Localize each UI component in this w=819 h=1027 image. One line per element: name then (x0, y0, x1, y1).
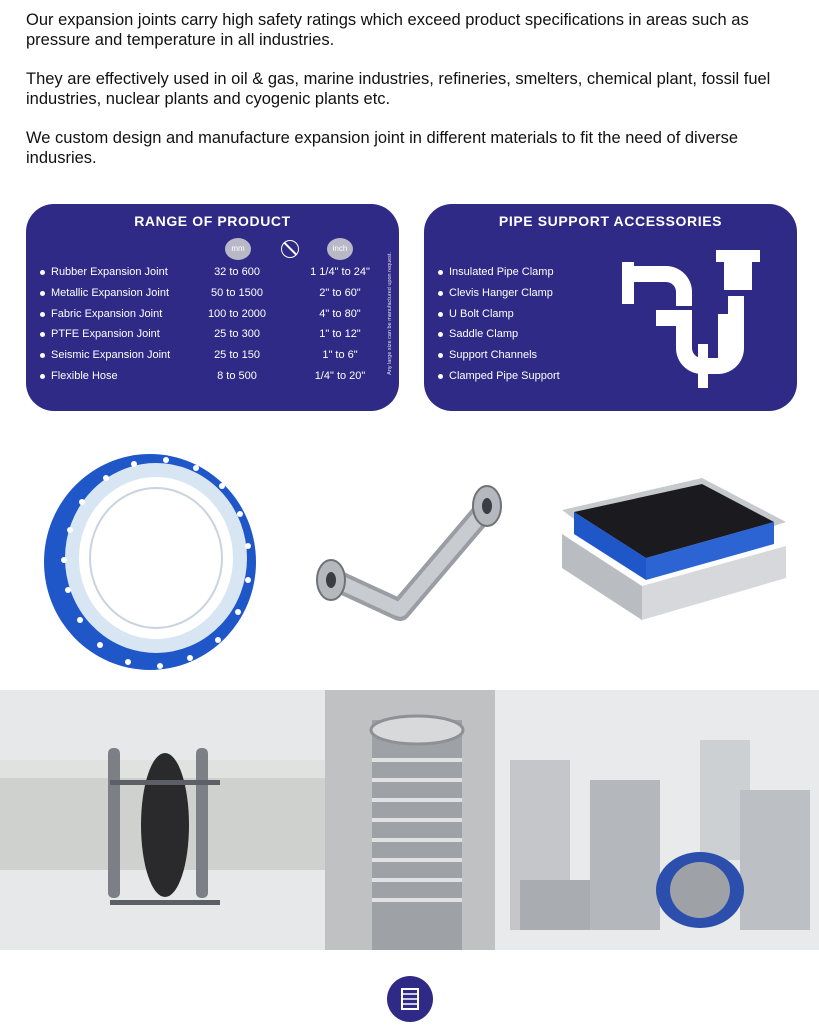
list-item: Support Channels (424, 345, 624, 366)
range-row (26, 262, 399, 283)
range-row-mm: 25 to 300 (214, 328, 260, 341)
range-row (26, 324, 399, 345)
list-item: Clevis Hanger Clamp (424, 283, 624, 304)
range-row-mm: 100 to 2000 (207, 307, 267, 320)
size-note: Any large size can be manufactured upon request. (387, 252, 393, 375)
accessories-list (424, 262, 624, 387)
unit-mm-badge: mm (225, 238, 251, 260)
range-row-name: Seismic Expansion Joint (51, 349, 171, 362)
diameter-icon (281, 240, 299, 258)
range-row-inch: 1" to 6" (322, 349, 358, 362)
flexible-hose-image (305, 480, 510, 640)
range-row-inch: 1 1/4" to 24" (310, 266, 370, 278)
intro-paragraph-1: Our expansion joints carry high safety ratings which exceed product specifications in areas such as pressure and temperature in all industries. (26, 11, 749, 49)
pipe-illustration-icon (618, 244, 768, 394)
range-title: RANGE OF PRODUCT (134, 213, 291, 229)
range-row-name: Metallic Expansion Joint (51, 286, 170, 299)
list-item: Clamped Pipe Support (424, 366, 624, 387)
range-row (26, 283, 399, 304)
list-item: Saddle Clamp (424, 324, 624, 345)
range-row-inch: 1/4" to 20" (314, 369, 366, 382)
range-row-mm: 50 to 1500 (211, 286, 263, 299)
range-row-name: Fabric Expansion Joint (51, 307, 163, 320)
range-row-inch: 1" to 12" (319, 328, 361, 341)
range-row-inch: 2" to 60" (319, 286, 361, 299)
range-row (26, 345, 399, 366)
range-row-name: PTFE Expansion Joint (51, 328, 160, 341)
pipe-support-panel (424, 204, 797, 411)
range-row-name: Flexible Hose (51, 369, 118, 382)
intro-paragraph-2: They are effectively used in oil & gas, marine industries, refineries, smelters, chemical plant, fossil fuel industries, nuclear plants and cyogenic plants etc. (26, 70, 771, 108)
intro-paragraph-3: We custom design and manufacture expansion joint in different materials to fit the need of diverse indusries. (26, 129, 739, 167)
blue-flange-joint-image (30, 440, 270, 680)
range-row-mm: 25 to 150 (214, 349, 260, 362)
intro-text (26, 10, 806, 187)
range-row-mm: 8 to 500 (217, 369, 257, 382)
range-table (26, 262, 399, 387)
product-photo-band-image (0, 690, 819, 950)
list-item: U Bolt Clamp (424, 304, 624, 325)
range-row (26, 366, 399, 387)
accessories-title: PIPE SUPPORT ACCESSORIES (498, 213, 723, 229)
rectangular-fabric-joint-image (552, 470, 792, 630)
footer-logo-icon[interactable] (387, 976, 433, 1022)
range-of-product-panel (26, 204, 399, 411)
unit-inch-badge: inch (327, 238, 353, 260)
list-item: Insulated Pipe Clamp (424, 262, 624, 283)
range-row-inch: 4" to 80" (319, 307, 361, 320)
range-row (26, 304, 399, 325)
range-row-mm: 32 to 600 (214, 266, 260, 278)
range-row-name: Rubber Expansion Joint (51, 266, 168, 278)
